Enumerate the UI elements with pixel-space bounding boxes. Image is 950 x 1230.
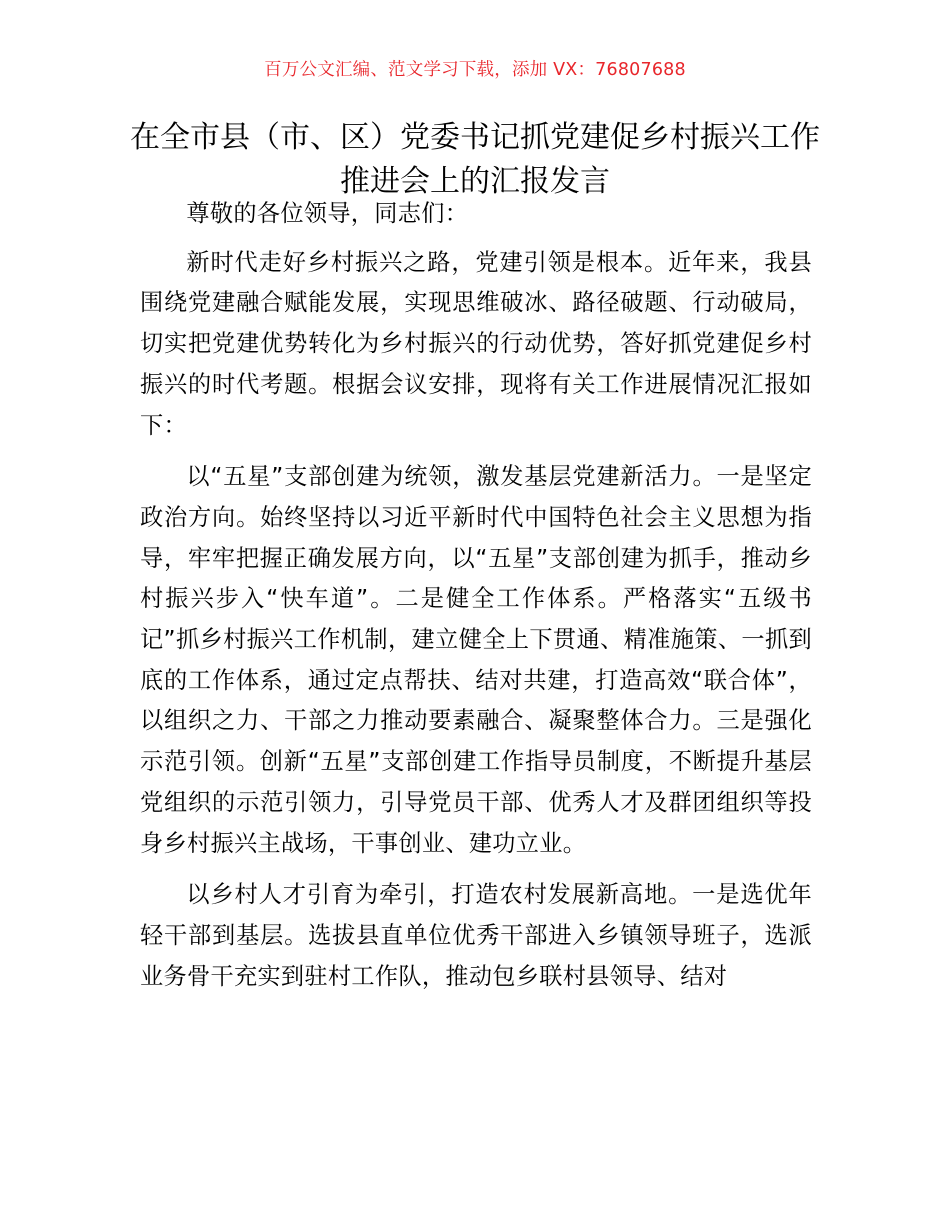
paragraph-five-star: 以“五星”支部创建为统领，激发基层党建新活力。一是坚定政治方向。始终坚持以习近平新时代中国特色社会主义思想为指导，牢牢把握正确发展方向，以“五星”支部创建为抓手，推动乡村振兴步入“快车道”。二是健全工作体系。严格落实“五级书记”抓乡村振兴工作机制，建立健全上下贯通、精准施策、一抓到底的工作体系，通过定点帮扶、结对共建，打造高效“联合体”，以组织之力、干部之力推动要素融合、凝聚整体合力。三是强化示范引领。创新“五星”支部创建工作指导员制度，不断提升基层党组织的示范引领力，引导党员干部、优秀人才及群团组织等投身乡村振兴主战场，干事创业、建功立业。 xyxy=(140,463,812,857)
paragraph-intro: 新时代走好乡村振兴之路，党建引领是根本。近年来，我县围绕党建融合赋能发展，实现思维破冰、路径破题、行动破局，切实把党建优势转化为乡村振兴的行动优势，答好抓党建促乡村振兴的时代考题。根据会议安排，现将有关工作进展情况汇报如下： xyxy=(140,248,812,439)
document-title: 在全市县（市、区）党委书记抓党建促乡村振兴工作推进会上的汇报发言 xyxy=(130,120,820,199)
greeting: 尊敬的各位领导，同志们： xyxy=(186,200,469,227)
paragraph-talent: 以乡村人才引育为牵引，打造农村发展新高地。一是选优年轻干部到基层。选拔县直单位优秀干部进入乡镇领导班子，选派业务骨干充实到驻村工作队，推动包乡联村县领导、结对 xyxy=(140,881,812,990)
watermark-banner: 百万公文汇编、范文学习下载，添加 VX：76807688 xyxy=(264,60,686,80)
document-body xyxy=(140,194,812,1008)
